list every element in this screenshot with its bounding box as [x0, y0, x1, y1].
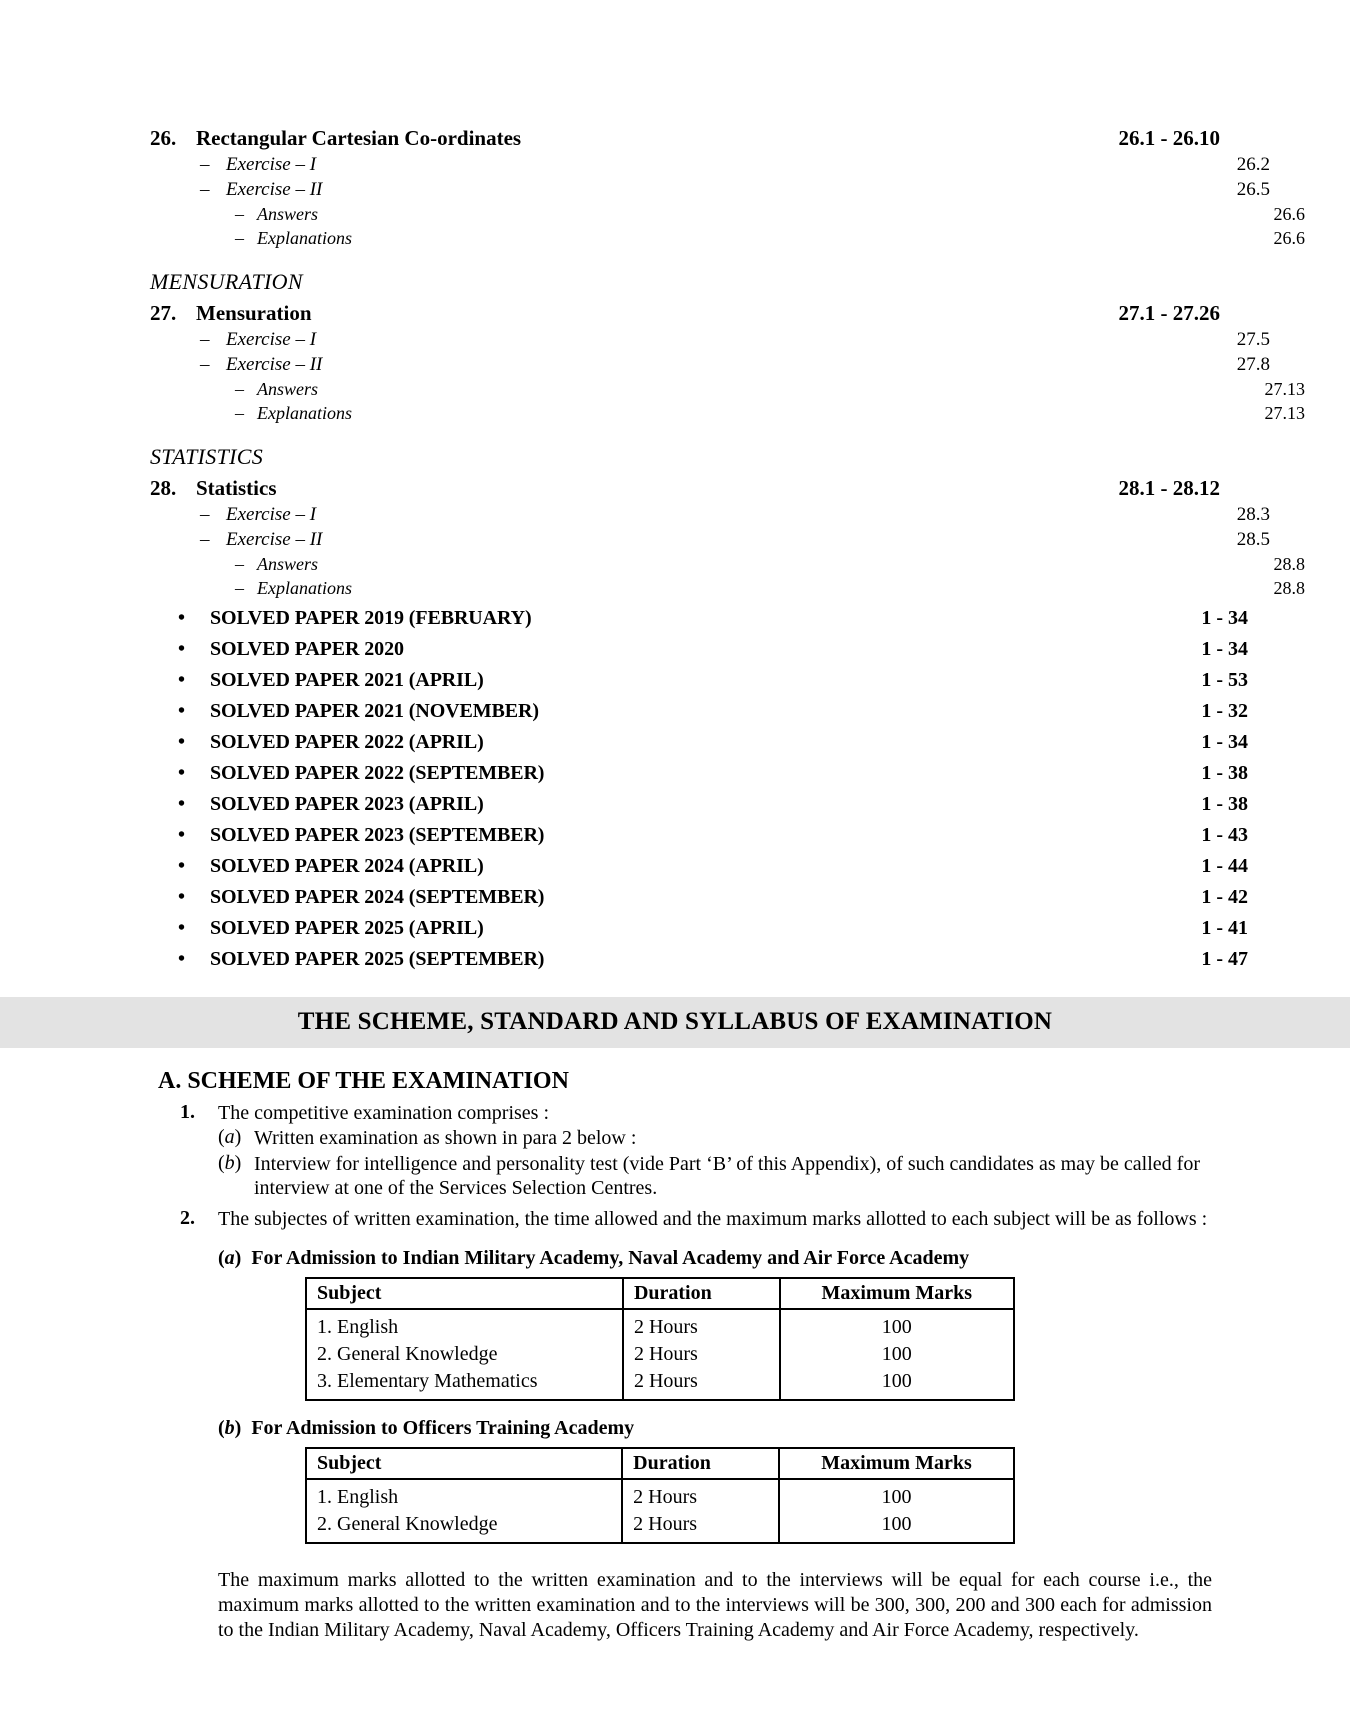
subentry-label: Answers	[257, 554, 319, 574]
solved-paper-label: SOLVED PAPER 2022 (APRIL)	[210, 731, 484, 753]
cell-marks: 100	[780, 1341, 1014, 1368]
subentry-pageno: 26.2	[1236, 154, 1270, 175]
solved-paper-pageno: 1 - 43	[1201, 824, 1248, 846]
subentry-pageno: 28.3	[1236, 504, 1270, 525]
chapter-pageno: 28.1 - 28.12	[1118, 476, 1220, 500]
solved-paper-label: SOLVED PAPER 2021 (APRIL)	[210, 669, 484, 691]
subentry-pageno: 26.6	[1273, 204, 1305, 224]
table-row	[306, 1368, 1014, 1400]
subentry-label: Exercise – I	[226, 154, 317, 175]
item-marker: 1.	[180, 1101, 195, 1123]
marker-letter: a	[224, 1126, 235, 1149]
marker-letter: b	[224, 1416, 235, 1439]
cell-duration: 2 Hours	[623, 1368, 780, 1400]
solved-paper-row[interactable]	[150, 793, 1248, 816]
subentry-label: Exercise – I	[226, 329, 317, 350]
dash-marker: –	[235, 403, 244, 423]
chapter-pageno: 26.1 - 26.10	[1118, 126, 1220, 150]
column-header-subject: Subject	[306, 1448, 622, 1479]
subentry-label: Exercise – II	[226, 529, 323, 550]
table-body	[306, 1479, 1014, 1543]
subentry-label: Explanations	[257, 578, 352, 598]
solved-paper-label: SOLVED PAPER 2024 (APRIL)	[210, 855, 484, 877]
item-marker: 2.	[180, 1206, 195, 1229]
dash-marker: –	[200, 179, 210, 200]
table-body	[306, 1309, 1014, 1400]
scheme-item-1b	[150, 1152, 1220, 1201]
solved-paper-label: SOLVED PAPER 2019 (FEBRUARY)	[210, 607, 532, 629]
table-row	[306, 1511, 1014, 1543]
subentry-label: Exercise – II	[226, 354, 323, 375]
scheme-item-2	[150, 1207, 1220, 1231]
section-banner	[0, 997, 1350, 1048]
item-marker	[218, 1126, 254, 1149]
subentry-label: Answers	[257, 379, 319, 399]
section-banner-title: THE SCHEME, STANDARD AND SYLLABUS OF EXAMINATION	[297, 1008, 1053, 1035]
toc-subentry-row[interactable]	[150, 554, 1305, 575]
chapter-pageno: 27.1 - 27.26	[1118, 301, 1220, 325]
toc-chapter-row[interactable]	[150, 301, 1220, 326]
column-header-maximum-marks: Maximum Marks	[779, 1448, 1014, 1479]
toc-subentry-row[interactable]	[150, 154, 1270, 176]
cell-marks: 100	[779, 1511, 1014, 1543]
table-row	[306, 1309, 1014, 1341]
cell-duration: 2 Hours	[622, 1511, 779, 1543]
solved-paper-pageno: 1 - 42	[1201, 886, 1248, 908]
bullet-icon: •	[178, 762, 185, 784]
solved-paper-label: SOLVED PAPER 2023 (SEPTEMBER)	[210, 824, 545, 846]
chapter-title: Statistics	[196, 476, 277, 500]
solved-paper-pageno: 1 - 32	[1201, 700, 1248, 722]
paren-close: )	[234, 1416, 242, 1439]
solved-paper-row[interactable]	[150, 886, 1248, 909]
subentry-pageno: 26.6	[1273, 228, 1305, 248]
chapter-number: 27.	[150, 301, 177, 325]
item-text: Interview for intelligence and personality test (vide Part ‘B’ of this Appendix), of such candidates as may be called for interview at one of the Services Selection Centres.	[254, 1152, 1200, 1200]
subentry-label: Exercise – I	[226, 504, 317, 525]
paren-open: (	[218, 1151, 225, 1174]
solved-paper-pageno: 1 - 34	[1201, 731, 1248, 753]
table-b-heading	[150, 1417, 1220, 1440]
toc-subentry-row[interactable]	[150, 354, 1270, 376]
bullet-icon: •	[178, 700, 185, 722]
solved-paper-pageno: 1 - 38	[1201, 793, 1248, 815]
solved-paper-label: SOLVED PAPER 2024 (SEPTEMBER)	[210, 886, 545, 908]
toc-subentry-row[interactable]	[150, 179, 1270, 201]
solved-paper-label: SOLVED PAPER 2025 (SEPTEMBER)	[210, 948, 545, 970]
solved-paper-label: SOLVED PAPER 2023 (APRIL)	[210, 793, 484, 815]
scheme-heading: A. SCHEME OF THE EXAMINATION	[158, 1068, 569, 1094]
solved-paper-label: SOLVED PAPER 2021 (NOVEMBER)	[210, 700, 539, 722]
table-header	[306, 1278, 1014, 1309]
bullet-icon: •	[178, 886, 185, 908]
solved-paper-row[interactable]	[150, 607, 1248, 630]
solved-paper-row[interactable]	[150, 638, 1248, 661]
solved-paper-pageno: 1 - 44	[1201, 855, 1248, 877]
heading-text: For Admission to Indian Military Academy, Naval Academy and Air Force Academy	[251, 1246, 970, 1269]
cell-duration: 2 Hours	[623, 1341, 780, 1368]
subentry-pageno: 28.8	[1273, 578, 1305, 598]
dash-marker: –	[200, 154, 210, 175]
solved-papers-list	[150, 607, 1248, 971]
bullet-icon: •	[178, 948, 185, 970]
dash-marker: –	[200, 529, 210, 550]
subentry-pageno: 27.13	[1264, 403, 1305, 423]
dash-marker: –	[235, 204, 244, 224]
solved-paper-pageno: 1 - 41	[1201, 917, 1248, 939]
subentry-pageno: 27.5	[1236, 329, 1270, 350]
paren-close: )	[234, 1151, 242, 1174]
chapter-number: 28.	[150, 476, 177, 500]
toc-chapter-group	[150, 301, 1305, 424]
solved-paper-pageno: 1 - 38	[1201, 762, 1248, 784]
column-header-duration: Duration	[622, 1448, 779, 1479]
cell-marks: 100	[780, 1309, 1014, 1341]
toc-chapter-row[interactable]	[150, 126, 1220, 151]
table-header	[306, 1448, 1014, 1479]
cell-subject: 3. Elementary Mathematics	[306, 1368, 623, 1400]
bullet-icon: •	[178, 669, 185, 691]
solved-paper-pageno: 1 - 53	[1201, 669, 1248, 691]
bullet-icon: •	[178, 855, 185, 877]
table-row	[306, 1479, 1014, 1511]
paren-open: (	[218, 1416, 225, 1439]
table-a-heading	[150, 1247, 1220, 1270]
toc-section-heading-mensuration: MENSURATION	[150, 269, 303, 294]
marks-table-academy	[305, 1277, 1015, 1401]
marks-table-ota	[305, 1447, 1015, 1544]
solved-paper-pageno: 1 - 34	[1201, 607, 1248, 629]
solved-paper-row[interactable]	[150, 824, 1248, 847]
scheme-section	[0, 1068, 1350, 1643]
column-header-maximum-marks: Maximum Marks	[780, 1278, 1014, 1309]
toc-section-heading-statistics: STATISTICS	[150, 444, 264, 469]
solved-paper-pageno: 1 - 47	[1201, 948, 1248, 970]
paren-close: )	[234, 1126, 242, 1149]
solved-paper-row[interactable]	[150, 669, 1248, 692]
solved-paper-pageno: 1 - 34	[1201, 638, 1248, 660]
scheme-item-1	[150, 1101, 1220, 1125]
dash-marker: –	[235, 228, 244, 248]
solved-paper-row[interactable]	[150, 948, 1248, 971]
chapter-number: 26.	[150, 126, 177, 150]
marker-letter: b	[224, 1151, 235, 1174]
subentry-pageno: 28.5	[1236, 529, 1270, 550]
dash-marker: –	[200, 504, 210, 525]
bullet-icon: •	[178, 607, 185, 629]
subentry-label: Answers	[257, 204, 319, 224]
table-row	[306, 1341, 1014, 1368]
subentry-pageno: 26.5	[1236, 179, 1270, 200]
cell-marks: 100	[779, 1479, 1014, 1511]
bullet-icon: •	[178, 638, 185, 660]
solved-paper-row[interactable]	[150, 917, 1248, 940]
solved-paper-row[interactable]	[150, 700, 1248, 723]
heading-marker	[218, 1417, 241, 1439]
dash-marker: –	[235, 554, 244, 574]
item-text: The competitive examination comprises :	[218, 1102, 550, 1124]
solved-paper-label: SOLVED PAPER 2025 (APRIL)	[210, 917, 484, 939]
subentry-pageno: 28.8	[1273, 554, 1305, 574]
cell-subject: 1. English	[306, 1309, 623, 1341]
subentry-pageno: 27.8	[1236, 354, 1270, 375]
bullet-icon: •	[178, 824, 185, 846]
cell-subject: 2. General Knowledge	[306, 1511, 622, 1543]
solved-paper-label: SOLVED PAPER 2020	[210, 638, 404, 660]
dash-marker: –	[235, 578, 244, 598]
subentry-pageno: 27.13	[1264, 379, 1305, 399]
table-header-row	[306, 1278, 1014, 1309]
toc-subentry-row[interactable]	[150, 204, 1305, 225]
toc-chapter-row[interactable]	[150, 476, 1220, 501]
table-header-row	[306, 1448, 1014, 1479]
subentry-label: Explanations	[257, 228, 352, 248]
toc-subentry-row[interactable]	[150, 228, 1305, 249]
item-text: The subjectes of written examination, the time allowed and the maximum marks allotted to each subject will be as follows :	[218, 1207, 1208, 1230]
chapter-title: Rectangular Cartesian Co-ordinates	[196, 126, 522, 150]
toc-subentry-row[interactable]	[150, 403, 1305, 424]
heading-marker	[218, 1247, 241, 1269]
closing-paragraph: The maximum marks allotted to the written examination and to the interviews will be equal for each course i.e., the maximum marks allotted to the written examination and to the interviews will be 300, 300, 200 and 300 each for admission to the Indian Military Academy, Naval Academy, Officers Training Academy and Air Force Academy, respectively.	[218, 1568, 1212, 1641]
toc-subentry-row[interactable]	[150, 578, 1305, 599]
item-marker	[218, 1152, 254, 1175]
cell-duration: 2 Hours	[623, 1309, 780, 1341]
cell-marks: 100	[780, 1368, 1014, 1400]
solved-paper-row[interactable]	[150, 855, 1248, 878]
dash-marker: –	[235, 379, 244, 399]
solved-paper-row[interactable]	[150, 762, 1248, 785]
paren-close: )	[234, 1246, 242, 1269]
marker-letter: a	[224, 1246, 235, 1269]
cell-subject: 1. English	[306, 1479, 622, 1511]
subentry-label: Exercise – II	[226, 179, 323, 200]
dash-marker: –	[200, 354, 210, 375]
column-header-duration: Duration	[623, 1278, 780, 1309]
toc-chapter-group	[150, 476, 1305, 599]
item-text: Written examination as shown in para 2 below :	[254, 1127, 637, 1150]
toc-subentry-row[interactable]	[150, 329, 1270, 351]
column-header-subject: Subject	[306, 1278, 623, 1309]
heading-text: For Admission to Officers Training Academy	[251, 1416, 635, 1439]
toc-subentry-row[interactable]	[150, 379, 1305, 400]
dash-marker: –	[200, 329, 210, 350]
toc-chapter-group	[150, 126, 1305, 249]
bullet-icon: •	[178, 793, 185, 815]
bullet-icon: •	[178, 731, 185, 753]
bullet-icon: •	[178, 917, 185, 939]
toc-subentry-row[interactable]	[150, 504, 1270, 526]
cell-duration: 2 Hours	[622, 1479, 779, 1511]
chapter-title: Mensuration	[196, 301, 312, 325]
paren-open: (	[218, 1126, 225, 1149]
scheme-item-1a	[150, 1126, 1220, 1150]
cell-subject: 2. General Knowledge	[306, 1341, 623, 1368]
toc-subentry-row[interactable]	[150, 529, 1270, 551]
solved-paper-row[interactable]	[150, 731, 1248, 754]
subentry-label: Explanations	[257, 403, 352, 423]
solved-paper-label: SOLVED PAPER 2022 (SEPTEMBER)	[210, 762, 545, 784]
paren-open: (	[218, 1246, 225, 1269]
